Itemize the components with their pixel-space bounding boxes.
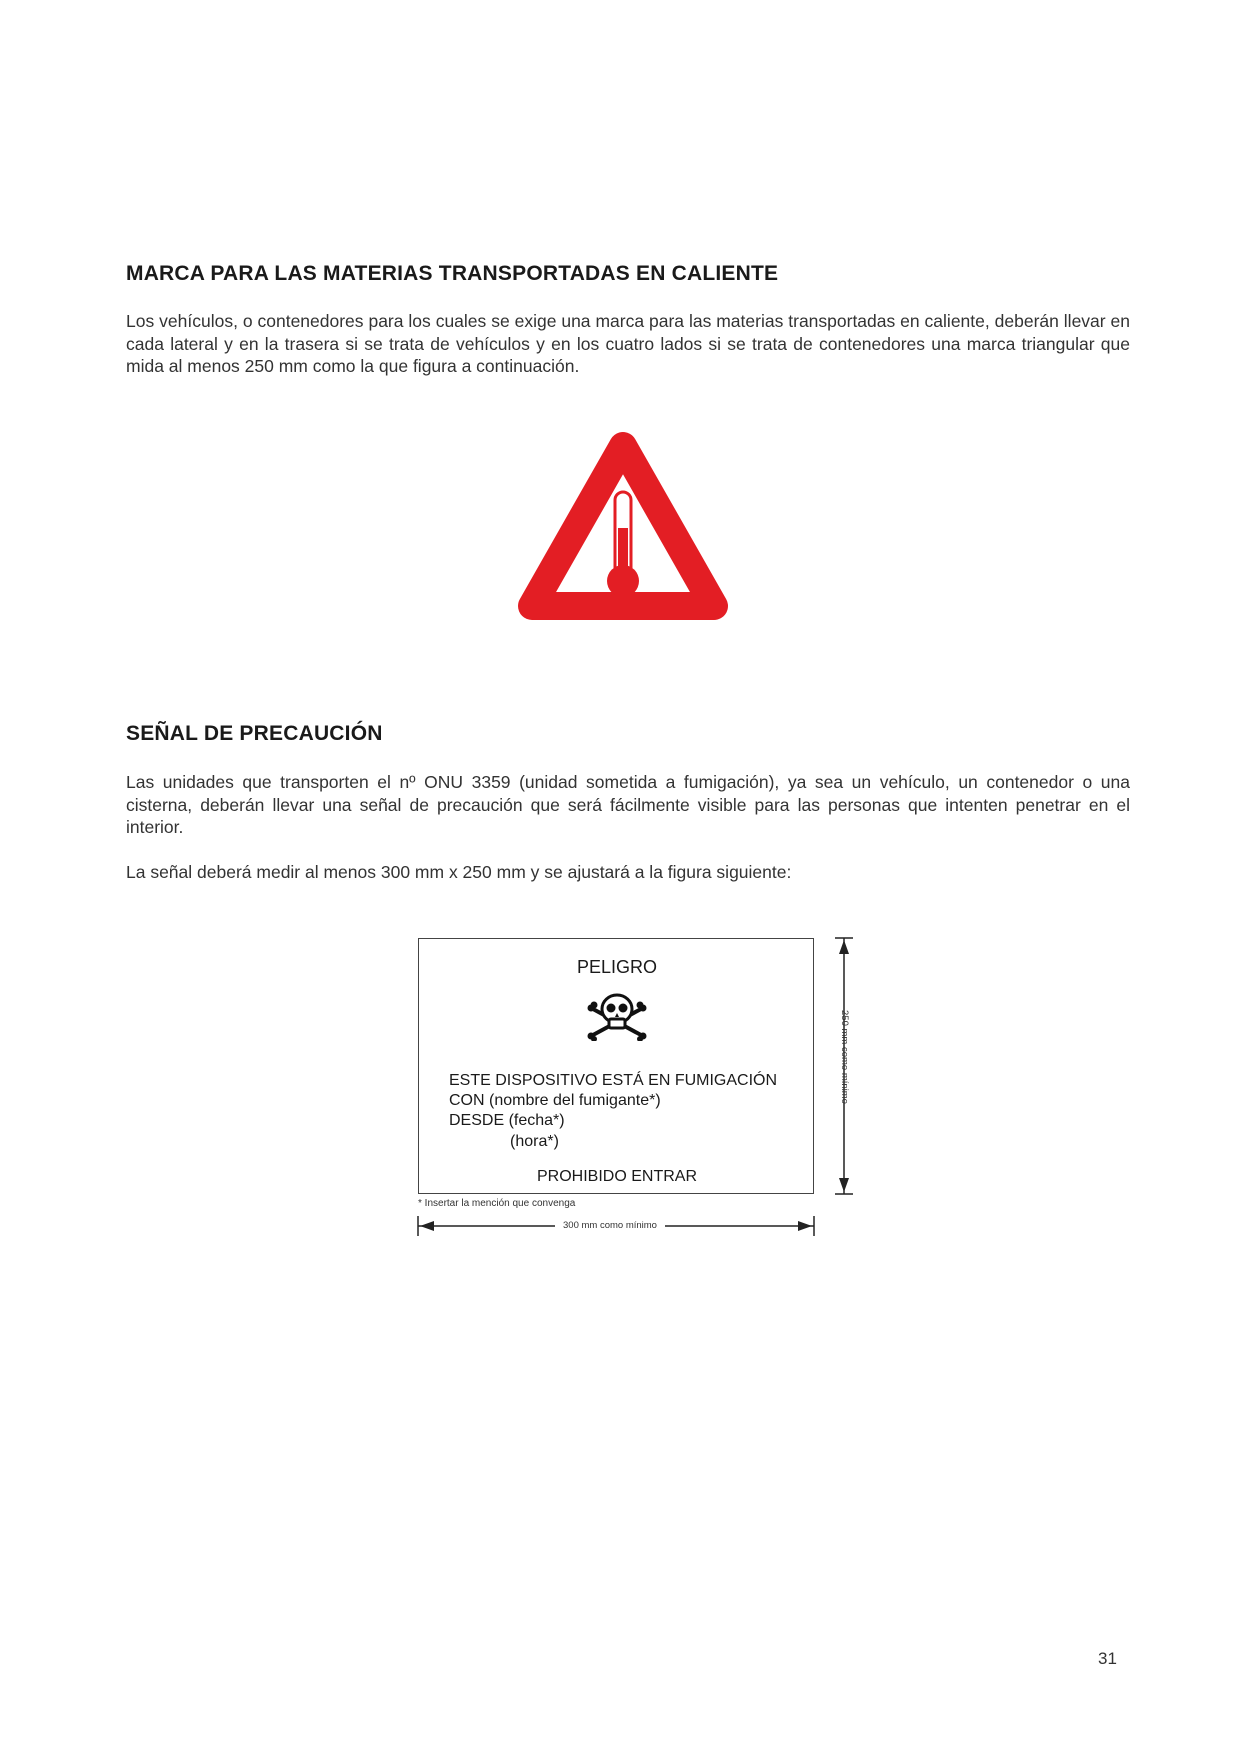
page-number: 31 [1098, 1649, 1117, 1668]
sign-line-fumigation: ESTE DISPOSITIVO ESTÁ EN FUMIGACIÓN [449, 1072, 778, 1089]
section-body-sign-size: La señal deberá medir al menos 300 mm x 250 mm y se ajustará a la figura siguiente: [126, 862, 792, 882]
fumigation-sign [418, 938, 814, 1194]
height-dimension-label: 250 mm como mínimo [839, 1010, 850, 1104]
section-body-caution-sign: Las unidades que transporten el nº ONU 3359 (unidad sometida a fumigación), ya sea un vehículo, un contenedor o una cisterna, deberán llevar una señal de precaución que será fácilmente visible para las personas que intenten penetrar en el interior. [126, 772, 1130, 837]
section-title-hot-materials: MARCA PARA LAS MATERIAS TRANSPORTADAS EN CALIENTE [126, 262, 779, 285]
sign-line-date: DESDE (fecha*) [449, 1112, 565, 1129]
section-title-caution-sign: SEÑAL DE PRECAUCIÓN [126, 722, 383, 745]
width-dimension-label: 300 mm como mínimo [555, 1220, 665, 1231]
fumigation-sign-figure [410, 930, 870, 1240]
sign-title: PELIGRO [576, 957, 658, 977]
thermometer-warning-triangle-icon [512, 428, 734, 634]
sign-line-fumigant: CON (nombre del fumigante*) [449, 1092, 661, 1109]
sign-footer: PROHIBIDO ENTRAR [536, 1168, 697, 1185]
skull-crossbones-icon [585, 989, 649, 1041]
sign-line-time: (hora*) [510, 1133, 559, 1150]
section-body-hot-materials: Los vehículos, o contenedores para los cuales se exige una marca para las materias transportadas en caliente, deberán llevar en cada lateral y en la trasera si se trata de vehículos y en los cuatro lados si se trata de contenedores una marca triangular que mida al menos 250 mm como la que figura a continuación. [126, 311, 1130, 376]
sign-footnote: * Insertar la mención que convenga [418, 1198, 576, 1209]
hot-transport-mark [512, 428, 734, 634]
